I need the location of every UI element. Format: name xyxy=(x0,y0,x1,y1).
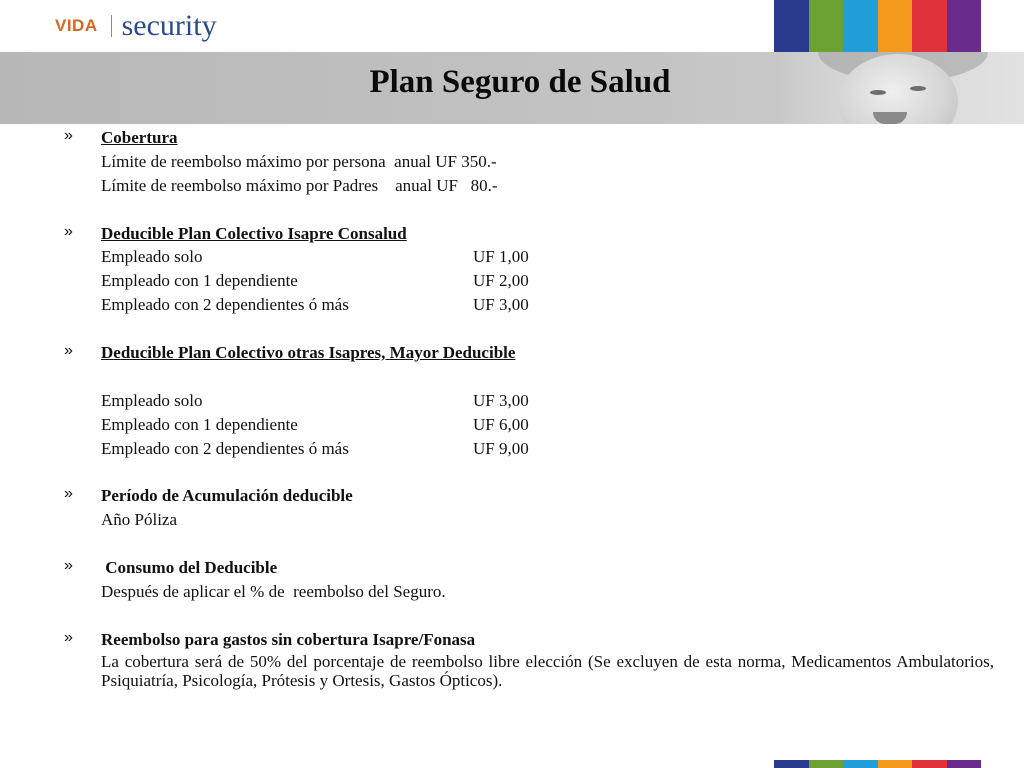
stripe xyxy=(947,760,982,768)
row-label: Empleado solo xyxy=(101,247,203,267)
section-heading: Deducible Plan Colectivo otras Isapres, Mayor Deducible xyxy=(101,343,516,363)
bullet-icon: » xyxy=(64,557,73,575)
deductible-row xyxy=(0,293,1024,317)
stripe xyxy=(912,0,947,60)
stripe xyxy=(947,0,982,60)
stripe xyxy=(809,0,844,60)
bullet-icon: » xyxy=(64,222,73,240)
row-label: Empleado con 1 dependiente xyxy=(101,414,298,434)
stripe xyxy=(774,760,809,768)
color-stripes-top xyxy=(774,0,981,60)
section-reembolso xyxy=(0,628,1024,691)
section-otras-isapres xyxy=(0,341,1024,460)
stripe xyxy=(878,760,913,768)
deductible-row xyxy=(0,245,1024,269)
stripe xyxy=(843,760,878,768)
section-periodo xyxy=(0,484,1024,532)
stripe xyxy=(843,0,878,60)
row-value: UF 3,00 xyxy=(473,295,529,315)
bullet-icon: » xyxy=(64,485,73,503)
bullet-icon: » xyxy=(64,628,73,646)
row-label: Empleado con 1 dependiente xyxy=(101,271,298,291)
section-heading: Deducible Plan Colectivo Isapre Consalud xyxy=(101,223,407,243)
section-heading: Cobertura xyxy=(101,128,178,147)
row-label: Empleado solo xyxy=(101,390,203,410)
deductible-row xyxy=(0,437,1024,461)
stripe xyxy=(774,0,809,60)
row-value: UF 6,00 xyxy=(473,414,529,434)
section-heading: Período de Acumulación deducible xyxy=(101,486,353,506)
section-heading: Reembolso para gastos sin cobertura Isapre/Fonasa xyxy=(101,629,476,649)
text-line: Año Póliza xyxy=(101,510,178,530)
deductible-row xyxy=(0,269,1024,293)
deductible-row xyxy=(0,389,1024,413)
section-consalud xyxy=(0,222,1024,318)
row-value: UF 9,00 xyxy=(473,438,529,458)
stripe xyxy=(912,760,947,768)
row-value: UF 2,00 xyxy=(473,271,529,291)
text-line: Después de aplicar el % de reembolso del Seguro. xyxy=(101,581,446,601)
section-cobertura xyxy=(0,126,1024,198)
stripe xyxy=(809,760,844,768)
row-label: Empleado con 2 dependientes ó más xyxy=(101,295,349,315)
logo-security-text: security xyxy=(121,9,217,42)
bullet-icon: » xyxy=(64,127,73,144)
section-heading: Consumo del Deducible xyxy=(101,558,278,578)
row-value: UF 1,00 xyxy=(473,247,529,267)
row-label: Empleado con 2 dependientes ó más xyxy=(101,438,349,458)
company-logo xyxy=(55,8,217,44)
stripe xyxy=(878,0,913,60)
text-line: Límite de reembolso máximo por Padres anual UF 80.- xyxy=(101,175,498,195)
color-stripes-bottom xyxy=(774,760,981,768)
logo-divider xyxy=(111,15,112,37)
logo-vida-text: VIDA xyxy=(55,16,98,35)
bullet-icon: » xyxy=(64,342,73,360)
text-paragraph: La cobertura será de 50% del porcentaje de reembolso libre elección (Se excluyen de esta norma, Medicamentos Ambulatorios, Psiquiatría, Psicología, Prótesis y Ortesis, Gastos Ópticos). xyxy=(101,651,994,691)
page-title: Plan Seguro de Salud xyxy=(369,64,671,100)
section-consumo xyxy=(0,556,1024,604)
deductible-row xyxy=(0,413,1024,437)
text-line: Límite de reembolso máximo por persona anual UF 350.- xyxy=(101,151,497,171)
row-value: UF 3,00 xyxy=(473,390,529,410)
content-body xyxy=(0,126,1024,691)
